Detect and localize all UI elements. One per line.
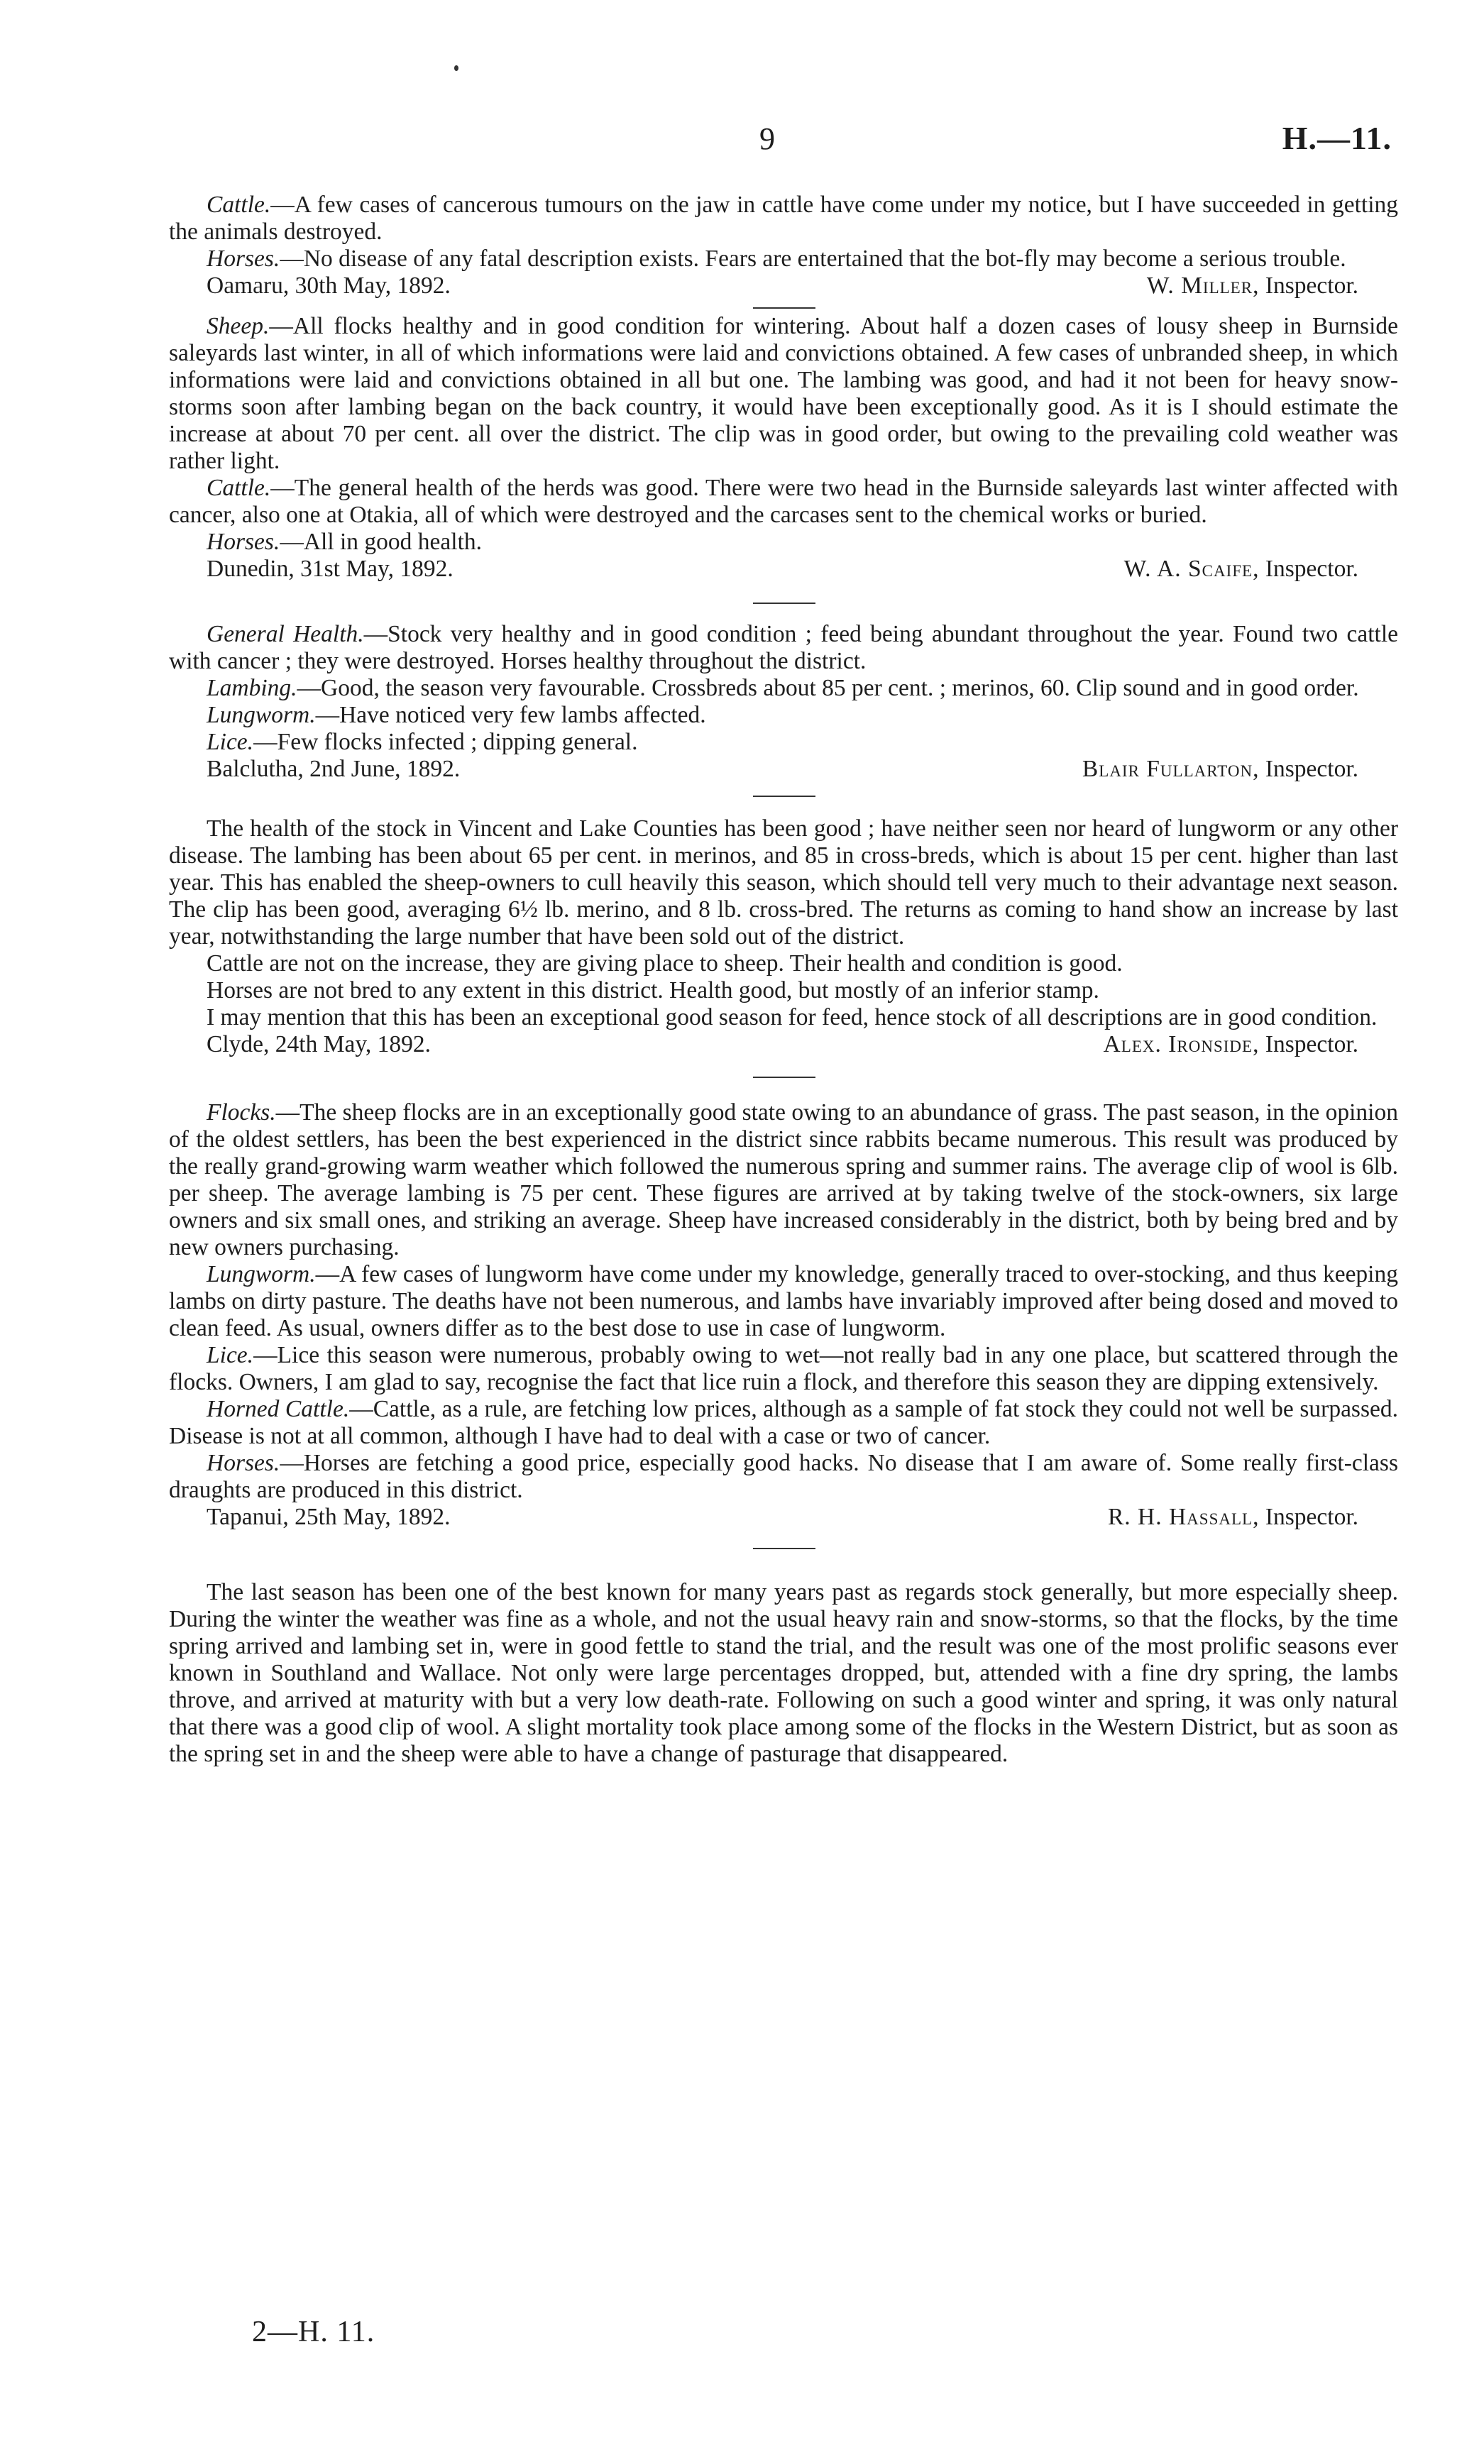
report-paragraph (169, 1261, 1398, 1342)
paragraph-text: —Few flocks infected ; dipping general. (253, 729, 638, 755)
paragraph-text: —Good, the season very favourable. Crossbreds about 85 per cent. ; merinos, 60. Clip sound and in good order. (297, 675, 1359, 701)
paragraph-text: —No disease of any fatal description exists. Fears are entertained that the bot-fly may become a serious trouble. (280, 246, 1346, 272)
inspector-title: Inspector. (1265, 756, 1358, 782)
paragraph-label: General Health. (207, 621, 364, 647)
report-dunedin (169, 313, 1398, 584)
report-oamaru (169, 192, 1398, 301)
report-clyde (169, 815, 1398, 1060)
document-code: H.—11. (1282, 120, 1392, 156)
report-paragraph (169, 246, 1398, 273)
report-paragraph (169, 192, 1398, 246)
report-paragraph (169, 1396, 1398, 1450)
paragraph-label: Horses. (207, 246, 280, 272)
paragraph-text: —Have noticed very few lambs affected. (315, 702, 706, 728)
paragraph-label: Horses. (207, 1450, 280, 1476)
paragraph-text: —A few cases of cancerous tumours on the jaw in cattle have come under my notice, but I have succeeded in getting the animals destroyed. (169, 192, 1398, 245)
inspector-name: W. Miller, (1146, 273, 1260, 299)
paragraph-label: Cattle. (207, 475, 271, 501)
place-date: Balclutha, 2nd June, 1892. (207, 756, 461, 782)
inspector-title: Inspector. (1265, 556, 1358, 582)
report-paragraph (169, 1099, 1398, 1261)
paragraph-label: Lice. (207, 1342, 254, 1368)
paragraph-label: Cattle. (207, 192, 271, 218)
report-paragraph (169, 729, 1398, 756)
inspector-signature (1108, 1504, 1358, 1531)
section-divider (753, 796, 815, 797)
report-paragraph (169, 1342, 1398, 1396)
report-paragraph: Cattle are not on the increase, they are giving place to sheep. Their health and condition is good. (207, 950, 1123, 977)
report-paragraph (169, 702, 1398, 729)
paragraph-text: —Stock very healthy and in good condition ; feed being abundant throughout the year. Found two cattle with cancer ; they were destroyed. Horses healthy throughout the district. (169, 621, 1398, 674)
paragraph-label: Lungworm. (207, 702, 316, 728)
report-paragraph (169, 475, 1398, 529)
paragraph-text: —The sheep flocks are in an exceptionally good state owing to an abundance of grass. The past season, in the opinion of the oldest settlers, has been the best experienced in the district since rabbits became numerous. This result was produced by the really grand-growing warm weather which followed the numerous spring and summer rains. The average clip of wool is 6lb. per sheep. The average lambing is 75 per cent. These figures are arrived at by taking twelve of the stock-owners, six large owners and six small ones, and striking an average. Sheep have increased considerably in the district, both by being bred and by new owners purchasing. (169, 1099, 1398, 1260)
place-date: Oamaru, 30th May, 1892. (207, 273, 451, 299)
inspector-title: Inspector. (1265, 1031, 1358, 1057)
place-date: Tapanui, 25th May, 1892. (207, 1504, 451, 1530)
inspector-name: Blair Fullarton, (1082, 756, 1260, 782)
inspector-title: Inspector. (1265, 1504, 1358, 1530)
paragraph-text: —Horses are fetching a good price, especially good hacks. No disease that I am aware of. Some really first-class draughts are produced in this district. (169, 1450, 1398, 1503)
report-paragraph: The last season has been one of the best known for many years past as regards stock generally, but more especially sheep. During the winter the weather was fine as a whole, and not the usual heavy rain and snow-storms, so that the flocks, by the time spring arrived and lambing set in, were in good fettle to stand the trial, and the result was one of the most prolific seasons ever known in Southland and Wallace. Not only were large percentages dropped, but, attended with a fine dry spring, the lambs throve, and arrived at maturity with but a very low death-rate. Following on such a good winter and spring, it was only natural that there was a good clip of wool. A slight mortality took place among some of the flocks in the Western District, but as soon as the spring set in and the sheep were able to have a change of pasturage that disappeared. (169, 1579, 1398, 1767)
inspector-signature (1147, 273, 1358, 299)
paragraph-label: Flocks. (207, 1099, 276, 1126)
section-divider (753, 1548, 815, 1549)
signature-line (169, 756, 1398, 784)
paragraph-text: —All flocks healthy and in good condition for wintering. About half a dozen cases of lousy sheep in Burnside saleyards last winter, in all of which informations were laid and convictions obtained. A few cases of unbranded sheep, in which informations were laid and convictions obtained in all but one. The lambing was good, and had it not been for heavy snow-storms soon after lambing began on the back country, it would have been exceptionally good. As it is I should estimate the increase at about 70 per cent. all over the district. The clip was in good order, but owing to the prevailing cold weather was rather light. (169, 313, 1398, 474)
report-paragraph (169, 675, 1398, 702)
section-divider (753, 603, 815, 604)
paragraph-text: —The general health of the herds was good. There were two head in the Burnside saleyards last winter affected with cancer, also one at Otakia, all of which were destroyed and the carcases sent to the chemical works or buried. (169, 475, 1398, 528)
report-paragraph (169, 621, 1398, 675)
paragraph-label: Lambing. (207, 675, 297, 701)
report-paragraph (169, 529, 1398, 556)
section-divider (753, 1077, 815, 1078)
signature-mark: 2—H. 11. (252, 2316, 375, 2348)
report-balclutha (169, 621, 1398, 784)
inspector-title: Inspector. (1265, 273, 1358, 299)
inspector-name: Alex. Ironside, (1103, 1031, 1260, 1057)
inspector-signature (1082, 756, 1358, 783)
paragraph-text: —Cattle, as a rule, are fetching low prices, although as a sample of fat stock they could not well be surpassed. Disease is not at all common, although I have had to deal with a case or two of cancer. (169, 1396, 1399, 1449)
stray-mark (454, 65, 458, 71)
inspector-name: W. A. Scaife, (1123, 556, 1260, 582)
place-date: Clyde, 24th May, 1892. (207, 1031, 432, 1057)
signature-line (169, 273, 1398, 301)
paragraph-text: —Lice this season were numerous, probably owing to wet—not really bad in any one place, but scattered through the flocks. Owners, I am glad to say, recognise the fact that lice ruin a flock, and therefore this season they are dipping extensively. (169, 1342, 1398, 1395)
inspector-signature (1124, 556, 1358, 583)
signature-line (169, 1504, 1398, 1532)
report-paragraph: I may mention that this has been an exceptional good season for feed, hence stock of all descriptions are in good condition. (207, 1004, 1378, 1030)
report-tapanui (169, 1099, 1398, 1532)
paragraph-text: —A few cases of lungworm have come under my knowledge, generally traced to over-stocking, and thus keeping lambs on dirty pasture. The deaths have not been numerous, and lambs have invariably improved after being dosed and moved to clean feed. As usual, owners differ as to the best dose to use in case of lungworm. (169, 1261, 1398, 1341)
report-paragraph: Horses are not bred to any extent in this district. Health good, but mostly of an inferior stamp. (207, 977, 1099, 1003)
signature-line (169, 556, 1398, 584)
paragraph-label: Sheep. (207, 313, 270, 339)
place-date: Dunedin, 31st May, 1892. (207, 556, 454, 582)
report-paragraph (169, 313, 1398, 475)
paragraph-label: Lungworm. (207, 1261, 316, 1287)
paragraph-label: Horses. (207, 529, 280, 555)
report-southland (169, 1579, 1398, 1768)
page-number: 9 (759, 121, 775, 156)
report-paragraph (169, 1450, 1398, 1504)
paragraph-label: Lice. (207, 729, 254, 755)
inspector-signature (1104, 1031, 1358, 1058)
report-paragraph: The health of the stock in Vincent and Lake Counties has been good ; have neither seen nor heard of lungworm or any other disease. The lambing has been about 65 per cent. in merinos, and 85 in cross-breds, which is about 15 per cent. higher than last year. This has enabled the sheep-owners to cull heavily this season, which should tell very much to their advantage next season. The clip has been good, averaging 6½ lb. merino, and 8 lb. cross-bred. The returns as coming to hand show an increase by last year, notwithstanding the large number that have been sold out of the district. (169, 815, 1398, 950)
paragraph-label: Horned Cattle. (207, 1396, 350, 1422)
section-divider (753, 307, 815, 309)
signature-line (169, 1031, 1398, 1060)
report-body (169, 192, 1398, 1768)
paragraph-text: —All in good health. (280, 529, 483, 555)
inspector-name: R. H. Hassall, (1107, 1504, 1260, 1530)
